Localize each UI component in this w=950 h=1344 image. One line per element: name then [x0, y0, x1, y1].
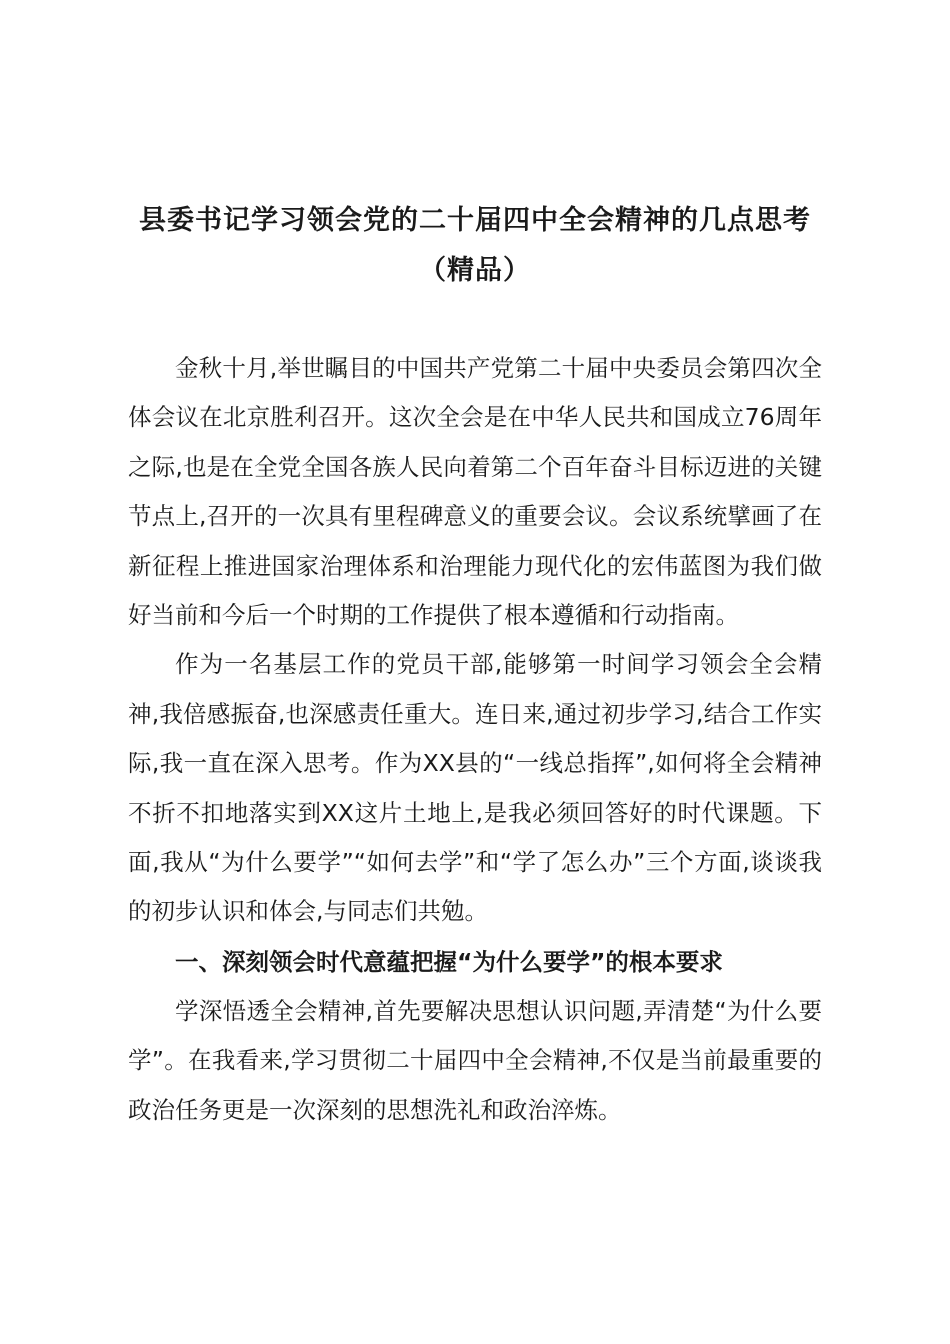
- paragraph-intro: 金秋十月,举世瞩目的中国共产党第二十届中央委员会第四次全体会议在北京胜利召开。这次全会是在中华人民共和国成立76周年之际,也是在全党全国各族人民向着第二个百年奋斗目标迈进的关键节点上,召开的一次具有里程碑意义的重要会议。会议系统擘画了在新征程上推进国家治理体系和治理能力现代化的宏伟蓝图为我们做好当前和今后一个时期的工作提供了根本遵循和行动指南。: [128, 354, 822, 630]
- document-title: 县委书记学习领会党的二十届四中全会精神的几点思考（精品）: [139, 205, 811, 286]
- section-heading: 一、深刻领会时代意蕴把握“为什么要学”的根本要求: [175, 947, 723, 976]
- document-body: [128, 344, 822, 1135]
- paragraph-context: 作为一名基层工作的党员干部,能够第一时间学习领会全会精神,我倍感振奋,也深感责任重大。连日来,通过初步学习,结合工作实际,我一直在深入思考。作为XX县的“一线总指挥”,如何将全会精神不折不扣地落实到XX这片土地上,是我必须回答好的时代课题。下面,我从“为什么要学”“如何去学”和“学了怎么办”三个方面,谈谈我的初步认识和体会,与同志们共勉。: [128, 650, 822, 926]
- paragraph-section-one: 学深悟透全会精神,首先要解决思想认识问题,弄清楚“为什么要学”。在我看来,学习贯彻二十届四中全会精神,不仅是当前最重要的政治任务更是一次深刻的思想洗礼和政治淬炼。: [128, 996, 822, 1124]
